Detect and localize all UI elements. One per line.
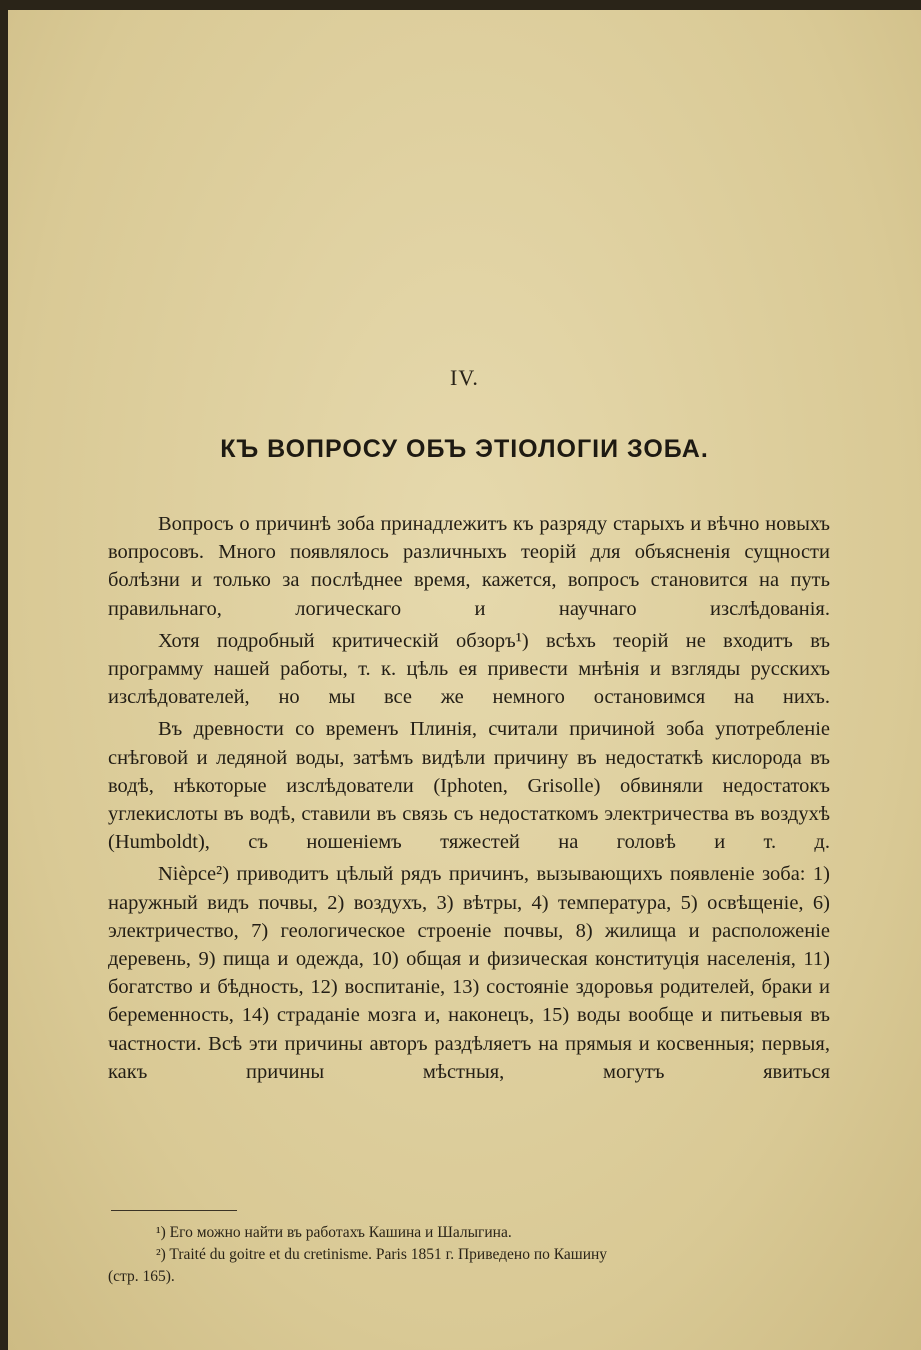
footnote-1: ¹) Его можно найти въ работахъ Кашина и Шалыгина. <box>156 1224 512 1241</box>
page-edge-mark <box>2 100 8 106</box>
document-page <box>8 10 921 1350</box>
page-edge-mark <box>2 310 8 316</box>
paragraph: Nièpce²) приводитъ цѣлый рядъ причинъ, вызывающихъ появленіе зоба: 1) наружный видъ почвы, 2) воздухъ, 3) вѣтры, 4) температура, 5) освѣщеніе, 6) электричество, 7) геологическое строеніе почвы, 8) жилища и расположеніе деревень, 9) пища и одежда, 10) общая и физическая конституція населенія, 11) богатство и бѣдность, 12) воспитаніе, 13) состояніе здоровья родителей, браки и беременность, 14) страданіе мозга и, наконецъ, 15) воды вообще и питьевыя въ частности. Всѣ эти причины авторъ раздѣляетъ на прямыя и косвенныя; первыя, какъ причины мѣстныя, могутъ явиться <box>108 863 830 1083</box>
footnote-divider <box>111 1210 237 1211</box>
paragraph: Вопросъ о причинѣ зоба принадлежитъ къ разряду старыхъ и вѣчно новыхъ вопросовъ. Много появлялось различныхъ теорій для объясненія сущности болѣзни и только за послѣднее время, кажется, вопросъ становится на путь правильнаго, логическаго и научнаго изслѣдованія. <box>108 513 830 620</box>
article-title: КЪ ВОПРОСУ ОБЪ ЭТІОЛОГІИ ЗОБА. <box>220 435 709 463</box>
footnotes <box>108 1222 830 1288</box>
footnote-2: ²) Traité du goitre et du cretinisme. Paris 1851 г. Приведено по Кашину <box>156 1246 608 1263</box>
body-text <box>108 510 830 1090</box>
paragraph: Въ древности со временъ Плинія, считали причиной зоба употребленіе снѣговой и ледяной воды, затѣмъ видѣли причину въ недостаткѣ кислорода въ водѣ, нѣкоторые изслѣдователи (Iphoten, Grisolle) обвиняли недостатокъ углекислоты въ водѣ, ставили въ связь съ недостаткомъ электричества въ воздухѣ (Humboldt), съ ношеніемъ тяжестей на головѣ и т. д. <box>108 718 830 854</box>
paragraph: Хотя подробный критическій обзоръ¹) всѣхъ теорій не входитъ въ программу нашей работы, т. к. цѣль ея привести мнѣнія и взгляды русскихъ изслѣдователей, но мы все же немного остановимся на нихъ. <box>108 629 830 709</box>
chapter-number: IV. <box>450 365 479 390</box>
footnote-2-continuation: (стр. 165). <box>108 1268 175 1285</box>
